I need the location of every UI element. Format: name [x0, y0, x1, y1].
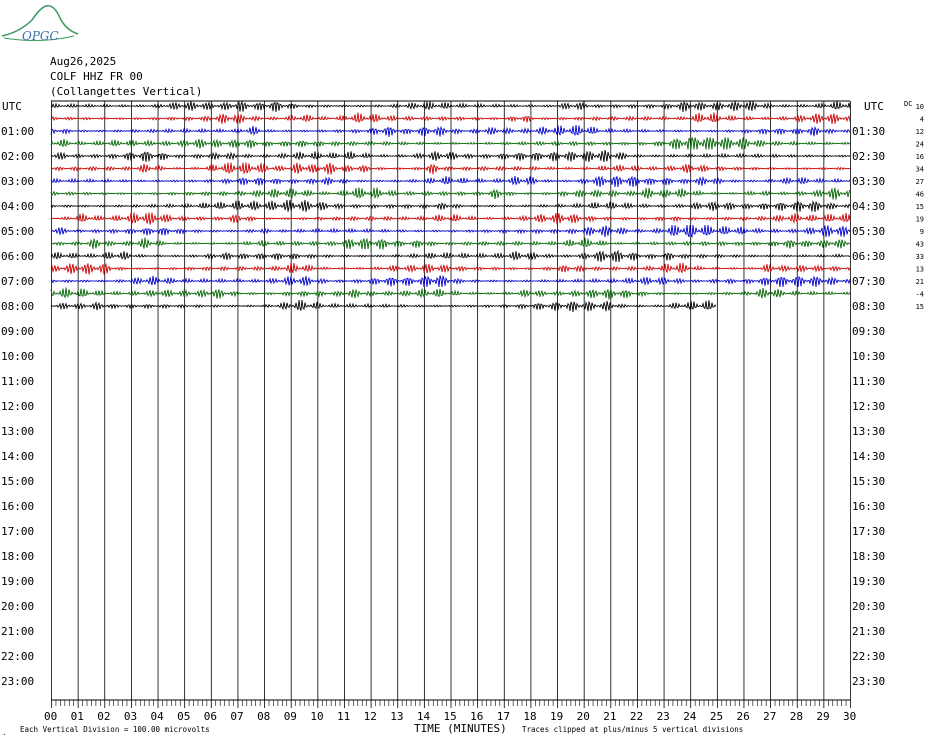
hour-label-left: 21:00 — [1, 625, 35, 638]
header-date: Aug26,2025 — [50, 55, 117, 68]
logo-text: OPGC — [22, 29, 59, 43]
x-tick-label: 12 — [363, 710, 377, 723]
division-note: Each Vertical Division = 100.00 microvolts — [20, 725, 210, 734]
trace-line — [51, 176, 850, 187]
hour-label-left: 08:00 — [1, 300, 35, 313]
trace-line — [51, 150, 850, 162]
corner-mark: . — [2, 728, 7, 737]
hour-label-right: 09:30 — [852, 325, 886, 338]
x-tick-label: 29 — [816, 710, 830, 723]
trace-line — [51, 188, 850, 200]
x-tick-label: 13 — [390, 710, 404, 723]
hour-label-left: 17:00 — [1, 525, 35, 538]
x-tick-label: 30 — [843, 710, 857, 723]
hour-label-left: 14:00 — [1, 450, 35, 463]
x-tick-label: 01 — [70, 710, 84, 723]
x-tick-label: 28 — [789, 710, 803, 723]
hour-label-left: 15:00 — [1, 475, 35, 488]
trace-line — [51, 276, 850, 287]
dc-offset-label: -4 — [915, 290, 924, 299]
x-tick-label: 02 — [97, 710, 111, 723]
hour-label-left: 18:00 — [1, 550, 35, 563]
hour-label-left: 04:00 — [1, 200, 35, 213]
dc-offset-label: 16 — [915, 153, 924, 161]
dc-offset-label: 15 — [915, 203, 924, 211]
x-tick-label: 03 — [123, 710, 138, 723]
hour-label-right: 22:30 — [852, 650, 886, 663]
hour-label-left: 01:00 — [1, 125, 35, 138]
hour-label-right: 17:30 — [852, 525, 886, 538]
hour-label-left: 06:00 — [1, 250, 35, 263]
x-tick-label: 15 — [443, 710, 457, 723]
hour-label-left: 11:00 — [1, 375, 35, 388]
x-tick-label: 26 — [736, 710, 750, 723]
trace-line — [51, 213, 850, 225]
x-tick-label: 06 — [203, 710, 218, 723]
hour-label-left: 22:00 — [1, 650, 35, 663]
x-tick-label: 19 — [550, 710, 564, 723]
x-tick-label: 25 — [709, 710, 724, 723]
dc-offset-label: 4 — [919, 115, 924, 124]
dc-offset-label: 21 — [915, 278, 924, 286]
hour-label-right: 14:30 — [852, 450, 886, 463]
trace-line — [51, 101, 850, 112]
dc-offset-label: 15 — [915, 303, 924, 311]
seismic-traces — [51, 101, 850, 312]
x-tick-label: 09 — [283, 710, 297, 723]
dc-offset-label: 12 — [915, 128, 924, 136]
x-tick-label: 07 — [230, 710, 244, 723]
clip-note: Traces clipped at plus/minus 5 vertical divisions — [522, 725, 744, 734]
hour-label-right: 19:30 — [852, 575, 886, 588]
hour-label-left: 13:00 — [1, 425, 35, 438]
hour-label-right: 04:30 — [852, 200, 886, 213]
hour-label-left: 02:00 — [1, 150, 35, 163]
dc-offset-label: 24 — [915, 140, 924, 149]
trace-line — [51, 163, 850, 175]
trace-line — [51, 288, 850, 300]
hour-label-right: 01:30 — [852, 125, 886, 138]
hour-label-right: 16:30 — [852, 500, 886, 513]
hour-label-right: 06:30 — [852, 250, 886, 263]
trace-line — [51, 138, 850, 150]
hour-label-right: 20:30 — [852, 600, 886, 613]
x-tick-label: 22 — [629, 710, 644, 723]
header-station: COLF HHZ FR 00 — [50, 70, 143, 83]
dc-offset-label: 46 — [915, 190, 924, 199]
dc-offset-label: 43 — [915, 240, 924, 249]
x-tick-label: 08 — [257, 710, 271, 723]
trace-line — [51, 125, 850, 137]
hour-label-left: 03:00 — [1, 175, 35, 188]
x-tick-label: 05 — [177, 710, 191, 723]
hour-label-right: 10:30 — [852, 350, 886, 363]
trace-line — [51, 251, 850, 262]
header-location: (Collangettes Vertical) — [50, 85, 203, 98]
trace-line — [51, 300, 716, 312]
trace-line — [51, 113, 850, 124]
x-tick-label: 04 — [150, 710, 164, 723]
dc-offset-label: 19 — [915, 215, 924, 224]
trace-line — [51, 263, 850, 275]
x-tick-label: 21 — [603, 710, 617, 723]
x-tick-label: 24 — [683, 710, 697, 723]
hour-label-right: 21:30 — [852, 625, 886, 638]
hour-label-right: 12:30 — [852, 400, 886, 413]
dc-offset-label: 13 — [915, 265, 924, 274]
plot-grid — [51, 101, 851, 708]
hour-label-left: 10:00 — [1, 350, 35, 363]
hour-label-right: 13:30 — [852, 425, 886, 438]
hour-label-left: 09:00 — [1, 325, 35, 338]
hour-label-left: 19:00 — [1, 575, 35, 588]
x-tick-label: 10 — [310, 710, 324, 723]
hour-label-right: 03:30 — [852, 175, 886, 188]
hour-label-right: 15:30 — [852, 475, 886, 488]
hour-label-right: 18:30 — [852, 550, 886, 563]
hour-label-right: 08:30 — [852, 300, 886, 313]
trace-line — [51, 200, 850, 212]
hour-label-left: 20:00 — [1, 600, 35, 613]
dc-offset-label: 27 — [915, 178, 924, 186]
hour-label-right: 07:30 — [852, 275, 886, 288]
hour-label-left: 23:00 — [1, 675, 35, 688]
trace-line — [51, 238, 850, 250]
hour-label-right: 11:30 — [852, 375, 886, 388]
x-tick-label: 16 — [470, 710, 484, 723]
hour-label-left: 07:00 — [1, 275, 35, 288]
hour-label-right: 23:30 — [852, 675, 886, 688]
x-tick-label: 17 — [496, 710, 511, 723]
x-tick-label: 14 — [416, 710, 431, 723]
x-tick-label: 00 — [44, 710, 58, 723]
plot-labels — [1, 103, 924, 723]
dc-offset-label: 10 — [915, 103, 924, 111]
x-tick-label: 23 — [656, 710, 670, 723]
hour-label-right: 05:30 — [852, 225, 886, 238]
hour-label-left: 12:00 — [1, 400, 35, 413]
x-tick-label: 20 — [576, 710, 590, 723]
utc-right-label: UTC — [864, 100, 884, 113]
utc-left-label: UTC — [2, 100, 22, 113]
dc-offset-label: 33 — [915, 253, 924, 261]
hour-label-right: 02:30 — [852, 150, 886, 163]
hour-label-left: 05:00 — [1, 225, 35, 238]
x-tick-label: 18 — [523, 710, 537, 723]
x-tick-label: 11 — [336, 710, 351, 723]
x-axis-title: TIME (MINUTES) — [414, 722, 507, 735]
hour-label-left: 16:00 — [1, 500, 35, 513]
dc-offset-label: 9 — [919, 228, 924, 236]
dc-label: DC — [904, 100, 913, 108]
dc-offset-label: 34 — [915, 165, 924, 174]
trace-line — [51, 225, 850, 237]
x-tick-label: 27 — [763, 710, 777, 723]
